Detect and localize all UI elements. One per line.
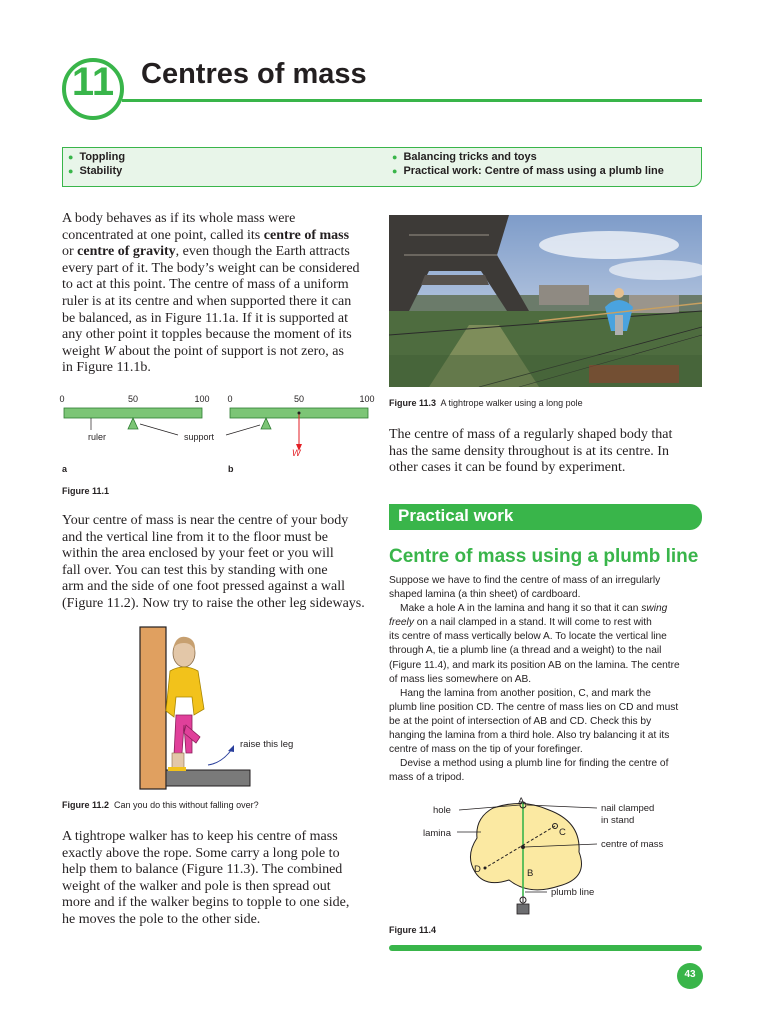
label-point-b: B: [527, 868, 534, 879]
figure-11-3-photo: [389, 215, 702, 387]
tick-label-50: 50: [293, 394, 305, 404]
topic-item: ● Practical work: Centre of mass using a plumb line: [392, 165, 664, 177]
label-b: b: [228, 464, 234, 474]
label-support: support: [184, 432, 215, 442]
topic-item: ● Stability: [68, 165, 122, 177]
label-raise-leg: raise this leg: [240, 739, 294, 750]
chapter-rule: [122, 99, 702, 102]
label-point-d: D: [474, 864, 481, 875]
chapter-title: Centres of mass: [141, 58, 367, 90]
label-ruler: ruler: [88, 432, 107, 442]
figure-11-1-caption: Figure 11.1: [62, 486, 110, 496]
wall: [140, 627, 166, 789]
label-hole: hole: [433, 805, 451, 816]
paragraph-tightrope: A tightrope walker has to keep his centre of mass exactly above the rope. Some carry a long pole to help them to balance (Figure 11.3). The combined weight of the walker and pole is then spread out more and if the walker begins to topple to one side, he moves the pole to the other side.: [62, 829, 350, 927]
tick-label-0: 0: [227, 394, 233, 404]
label-lamina: lamina: [423, 828, 451, 839]
label-point-c: C: [559, 827, 566, 838]
plumb-weight: [517, 904, 529, 914]
label-nail-clamped: nail clamped: [601, 803, 655, 814]
topic-item: ● Toppling: [68, 151, 125, 163]
practical-heading: Centre of mass using a plumb line: [389, 546, 699, 567]
girl-sweater: [166, 667, 204, 717]
support-a: [128, 418, 138, 429]
figure-11-1: [56, 388, 386, 478]
chapter-number: 11: [71, 60, 115, 104]
label-centre-of-mass: centre of mass: [601, 839, 664, 850]
label-in-stand: in stand: [601, 815, 635, 826]
ruler-a: [64, 408, 202, 418]
tick-label-100: 100: [359, 394, 375, 404]
figure-11-2-caption: Figure 11.2 Can you do this without falling over?: [62, 800, 259, 810]
figure-11-4: [389, 792, 702, 922]
label-point-a: A: [518, 796, 525, 807]
topic-item: ● Balancing tricks and toys: [392, 151, 537, 163]
floor-step: [166, 770, 250, 786]
figure-11-2: [130, 625, 330, 795]
paragraph-intro: A body behaves as if its whole mass were concentrated at one point, called its centre of mass or centre of gravity, even though the Earth attracts every part of it. The body’s weight can be considered to act at this point. The centre of mass of a uniform ruler is at its centre and when supported there it can be balanced, as in Figure 11.1a. If it is supported at any other point it topples because the moment of its weight W about the point of support is not zero, as in Figure 11.1b.: [62, 211, 360, 376]
paragraph-body-centre: Your centre of mass is near the centre of your body and the vertical line from it to the floor must be within the area enclosed by your feet or you will fall over. You can test this by standing with one arm and the side of one foot pressed against a wall (Figure 11.2). Now try to raise the other leg sideways.: [62, 513, 365, 611]
support-b: [261, 418, 271, 429]
practical-text: Suppose we have to find the centre of mass of an irregularly shaped lamina (a thin sheet) of cardboard. Make a hole A in the lamina and hang it so that it can swing freely on a nail clamped in a stand. It will come to rest with its centre of mass vertically below A. To locate the vertical line through A, tie a plumb line (a thread and a weight) to the nail (Figure 11.4), and mark its position AB on the lamina. The centre of mass lies somewhere on AB. Hang the lamina from another position, C, and mark the plumb line position CD. The centre of mass lies on CD and must be at the point of intersection of AB and CD. Check this by hanging the lamina from a third hole. Also try balancing it at its centre of mass on the tip of your forefinger. Devise a method using a plumb line for finding the centre of mass of a tripod.: [389, 575, 680, 784]
label-w: W: [292, 448, 301, 458]
footer-rule: [389, 945, 702, 951]
tick-label-100: 100: [194, 394, 210, 404]
paragraph-regular-shapes: The centre of mass of a regularly shaped body that has the same density throughout is at its centre. In other cases it can be found by experiment.: [389, 427, 673, 476]
tick-label-0: 0: [59, 394, 65, 404]
figure-11-4-caption: Figure 11.4: [389, 925, 437, 935]
practical-work-label: Practical work: [398, 506, 514, 525]
page-number: 43: [684, 969, 696, 980]
tick-label-50: 50: [127, 394, 139, 404]
label-a: a: [62, 464, 68, 474]
label-plumb-line: plumb line: [551, 887, 595, 898]
figure-11-3-caption: Figure 11.3 A tightrope walker using a long pole: [389, 398, 583, 408]
